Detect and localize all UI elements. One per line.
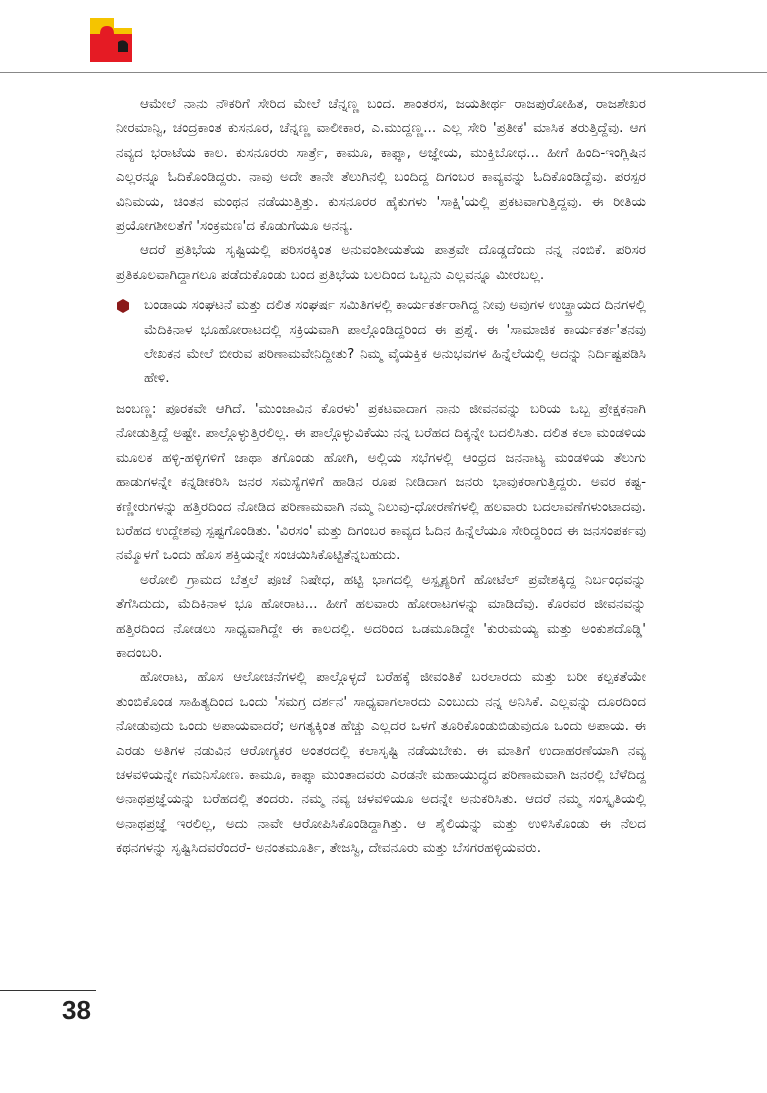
answer-paragraph-2: ಅರೋಲಿ ಗ್ರಾಮದ ಬೆತ್ತಲೆ ಪೂಜೆ ನಿಷೇಧ, ಹಟ್ಟಿ ಭಾಗದಲ್ಲಿ ಅಸ್ಪೃಶ್ಯರಿಗೆ ಹೋಟೆಲ್ ಪ್ರವೇಶಕ್ಕಿದ್ದ ನಿರ್ಬಂಧವನ್ನು ತೆಗೆಸಿದುದು, ಮೆದಿಕಿನಾಳ ಭೂ ಹೋರಾಟ... ಹೀಗೆ ಹಲವಾರು ಹೋರಾಟಗಳನ್ನು ಮಾಡಿದೆವು. ಕೊರವರ ಜೀವನವನ್ನು ಹತ್ತಿರದಿಂದ ನೋಡಲು ಸಾಧ್ಯವಾಗಿದ್ದೇ ಈ ಕಾಲದಲ್ಲಿ. ಅದರಿಂದ ಒಡಮೂಡಿದ್ದೇ 'ಕುರುಮಯ್ಯ ಮತ್ತು ಅಂಕುಶದೊಡ್ಡಿ' ಕಾದಂಬರಿ. bbox=[116, 571, 646, 661]
hexagon-bullet-icon bbox=[116, 299, 130, 313]
article-body bbox=[116, 92, 646, 861]
answer-paragraph-1 bbox=[116, 397, 646, 568]
intro-paragraph-2: ಆದರೆ ಪ್ರತಿಭೆಯ ಸೃಷ್ಟಿಯಲ್ಲಿ ಪರಿಸರಕ್ಕಿಂತ ಅನುವಂಶೀಯತೆಯ ಪಾತ್ರವೇ ದೊಡ್ಡದೆಂದು ನನ್ನ ನಂಬಿಕೆ. ಪರಿಸರ ಪ್ರತಿಕೂಲವಾಗಿದ್ದಾಗಲೂ ಪಡೆದುಕೊಂಡು ಬಂದ ಪ್ರತಿಭೆಯ ಬಲದಿಂದ ಒಬ್ಬನು ಎಲ್ಲವನ್ನೂ ಮೀರಬಲ್ಲ. bbox=[116, 242, 646, 283]
page-number: 38 bbox=[62, 995, 91, 1025]
answer-speaker: ಜಂಬಣ್ಣ: bbox=[116, 400, 157, 417]
answer-text-1: ಪೂರಕವೇ ಆಗಿದೆ. 'ಮುಂಜಾವಿನ ಕೊರಳು' ಪ್ರಕಟವಾದಾಗ ನಾನು ಜೀವನವನ್ನು ಬರಿಯ ಒಬ್ಬ ಪ್ರೇಕ್ಷಕನಾಗಿ ನೋಡುತ್ತಿದ್ದೆ ಅಷ್ಟೇ. ಪಾಲ್ಗೊಳ್ಳುತ್ತಿರಲಿಲ್ಲ. ಈ ಪಾಲ್ಗೊಳ್ಳುವಿಕೆಯು ನನ್ನ ಬರೆಹದ ದಿಕ್ಕನ್ನೇ ಬದಲಿಸಿತು. ದಲಿತ ಕಲಾ ಮಂಡಳಿಯ ಮೂಲಕ ಹಳ್ಳಿ-ಹಳ್ಳಿಗಳಿಗೆ ಜಾಥಾ ತಗೊಂಡು ಹೋಗಿ, ಅಲ್ಲಿಯ ಸಭೆಗಳಲ್ಲಿ ಆಂಧ್ರದ ಜನನಾಟ್ಯ ಮಂಡಳಿಯ ತೆಲುಗು ಹಾಡುಗಳನ್ನೇ ಕನ್ನಡೀಕರಿಸಿ ಜನರ ಸಮಸ್ಯೆಗಳಿಗೆ ಹಾಡಿನ ರೂಪ ನೀಡಿದಾಗ ಜನರು ಭಾವುಕರಾಗುತ್ತಿದ್ದರು. ಅವರ ಕಷ್ಟ-ಕಣ್ಣೀರುಗಳನ್ನು ಹತ್ತಿರದಿಂದ ನೋಡಿದ ಪರಿಣಾಮವಾಗಿ ನಮ್ಮ ನಿಲುವು-ಧೋರಣೆಗಳಲ್ಲಿ ಹಲವಾರು ಬದಲಾವಣೆಗಳುಂಟಾದವು. ಬರೆಹದ ಉದ್ದೇಶವು ಸ್ಪಷ್ಟಗೊಂಡಿತು. 'ವಿರಸಂ' ಮತ್ತು ದಿಗಂಬರ ಕಾವ್ಯದ ಓದಿನ ಹಿನ್ನೆಲೆಯೂ ಸೇರಿದ್ದರಿಂದ ಈ ಜನಸಂಪರ್ಕವು ನಮ್ಮೊಳಗೆ ಒಂದು ಹೊಸ ಶಕ್ತಿಯನ್ನೇ ಸಂಚಯಿಸಿಕೊಟ್ಟಿತೆನ್ನಬಹುದು. bbox=[116, 400, 646, 564]
puzzle-logo-icon bbox=[90, 18, 132, 62]
question-text: ಬಂಡಾಯ ಸಂಘಟನೆ ಮತ್ತು ದಲಿತ ಸಂಘರ್ಷ ಸಮಿತಿಗಳಲ್ಲಿ ಕಾರ್ಯಕರ್ತರಾಗಿದ್ದ ನೀವು ಅವುಗಳ ಉಚ್ಛ್ರಾಯದ ದಿನಗಳಲ್ಲಿ ಮೆದಿಕಿನಾಳ ಭೂಹೋರಾಟದಲ್ಲಿ ಸಕ್ರಿಯವಾಗಿ ಪಾಲ್ಗೊಂಡಿದ್ದರಿಂದ ಈ ಪ್ರಶ್ನೆ. ಈ 'ಸಾಮಾಜಿಕ ಕಾರ್ಯಕರ್ತ'ತನವು ಲೇಖಕನ ಮೇಲೆ ಬೀರುವ ಪರಿಣಾಮವೇನಿದ್ದೀತು? ನಿಮ್ಮ ವೈಯಕ್ತಿಕ ಅನುಭವಗಳ ಹಿನ್ನೆಲೆಯಲ್ಲಿ ಅದನ್ನು ನಿರ್ದಿಷ್ಟಪಡಿಸಿ ಹೇಳಿ. bbox=[144, 297, 646, 387]
answer-paragraph-3: ಹೋರಾಟ, ಹೊಸ ಆಲೋಚನೆಗಳಲ್ಲಿ ಪಾಲ್ಗೊಳ್ಳದೆ ಬರೆಹಕ್ಕೆ ಜೀವಂತಿಕೆ ಬರಲಾರದು ಮತ್ತು ಬರೀ ಕಲ್ಪಕತೆಯೇ ತುಂಬಿಕೊಂಡ ಸಾಹಿತ್ಯದಿಂದ ಒಂದು 'ಸಮಗ್ರ ದರ್ಶನ' ಸಾಧ್ಯವಾಗಲಾರದು ಎಂಬುದು ನನ್ನ ಅನಿಸಿಕೆ. ಎಲ್ಲವನ್ನು ದೂರದಿಂದ ನೋಡುವುದು ಒಂದು ಅಪಾಯವಾದರೆ; ಅಗತ್ಯಕ್ಕಿಂತ ಹೆಚ್ಚು ಎಲ್ಲದರ ಒಳಗೆ ತೂರಿಕೊಂಡುಬಿಡುವುದೂ ಒಂದು ಅಪಾಯ. ಈ ಎರಡು ಅತಿಗಳ ನಡುವಿನ ಆರೋಗ್ಯಕರ ಅಂತರದಲ್ಲಿ ಕಲಾಸೃಷ್ಟಿ ನಡೆಯಬೇಕು. ಈ ಮಾತಿಗೆ ಉದಾಹರಣೆಯಾಗಿ ನವ್ಯ ಚಳವಳಿಯನ್ನೇ ಗಮನಿಸೋಣ. ಕಾಮೂ, ಕಾಫ್ಕಾ ಮುಂತಾದವರು ಎರಡನೇ ಮಹಾಯುದ್ಧದ ಪರಿಣಾಮವಾಗಿ ಜನರಲ್ಲಿ ಬೆಳೆದಿದ್ದ ಅನಾಥಪ್ರಜ್ಞೆಯನ್ನು ಬರೆಹದಲ್ಲಿ ತಂದರು. ನಮ್ಮ ನವ್ಯ ಚಳವಳಿಯೂ ಅದನ್ನೇ ಅನುಕರಿಸಿತು. ಆದರೆ ನಮ್ಮ ಸಂಸ್ಕೃತಿಯಲ್ಲಿ ಅನಾಥಪ್ರಜ್ಞೆ ಇರಲಿಲ್ಲ, ಅದು ನಾವೇ ಆರೋಪಿಸಿಕೊಂಡಿದ್ದಾಗಿತ್ತು. ಆ ಶೈಲಿಯನ್ನು ಮತ್ತು ಉಳಿಸಿಕೊಂಡು ಈ ನೆಲದ ಕಥನಗಳನ್ನು ಸೃಷ್ಟಿಸಿದವರೆಂದರೆ- ಅನಂತಮೂರ್ತಿ, ತೇಜಸ್ವಿ, ದೇವನೂರು ಮತ್ತು ಬೆಸಗರಹಳ್ಳಿಯವರು. bbox=[116, 669, 646, 857]
interview-question bbox=[116, 293, 646, 391]
header-divider bbox=[0, 72, 767, 73]
footer-divider bbox=[0, 990, 96, 991]
intro-paragraph-1: ಆಮೇಲೆ ನಾನು ನೌಕರಿಗೆ ಸೇರಿದ ಮೇಲೆ ಚೆನ್ನಣ್ಣ ಬಂದ. ಶಾಂತರಸ, ಜಯತೀರ್ಥ ರಾಜಪುರೋಹಿತ, ರಾಜಶೇಖರ ನೀರಮಾನ್ವಿ, ಚಂದ್ರಕಾಂತ ಕುಸನೂರ, ಚೆನ್ನಣ್ಣ ವಾಲೀಕಾರ, ಎ.ಮುದ್ದಣ್ಣ... ಎಲ್ಲ ಸೇರಿ 'ಪ್ರತೀಕ' ಮಾಸಿಕ ತರುತ್ತಿದ್ದೆವು. ಆಗ ನವ್ಯದ ಭರಾಟೆಯ ಕಾಲ. ಕುಸನೂರರು ಸಾರ್ತ್ರೆ, ಕಾಮೂ, ಕಾಫ್ಕಾ, ಅಜ್ಞೇಯ, ಮುಕ್ತಿಬೋಧ... ಹೀಗೆ ಹಿಂದಿ-ಇಂಗ್ಲಿಷಿನ ಎಲ್ಲರನ್ನೂ ಓದಿಕೊಂಡಿದ್ದರು. ನಾವು ಅದೇ ತಾನೇ ತೆಲುಗಿನಲ್ಲಿ ಬಂದಿದ್ದ ದಿಗಂಬರ ಕಾವ್ಯವನ್ನು ಓದಿಕೊಂಡಿದ್ದೆವು. ಪರಸ್ಪರ ವಿನಿಮಯ, ಚಿಂತನ ಮಂಥನ ನಡೆಯುತ್ತಿತ್ತು. ಕುಸನೂರರ ಹೈಕುಗಳು 'ಸಾಕ್ಷಿ'ಯಲ್ಲಿ ಪ್ರಕಟವಾಗುತ್ತಿದ್ದವು. ಈ ರೀತಿಯ ಪ್ರಯೋಗಶೀಲತೆಗೆ 'ಸಂಕ್ರಮಣ'ದ ಕೊಡುಗೆಯೂ ಅನನ್ಯ. bbox=[116, 96, 646, 235]
